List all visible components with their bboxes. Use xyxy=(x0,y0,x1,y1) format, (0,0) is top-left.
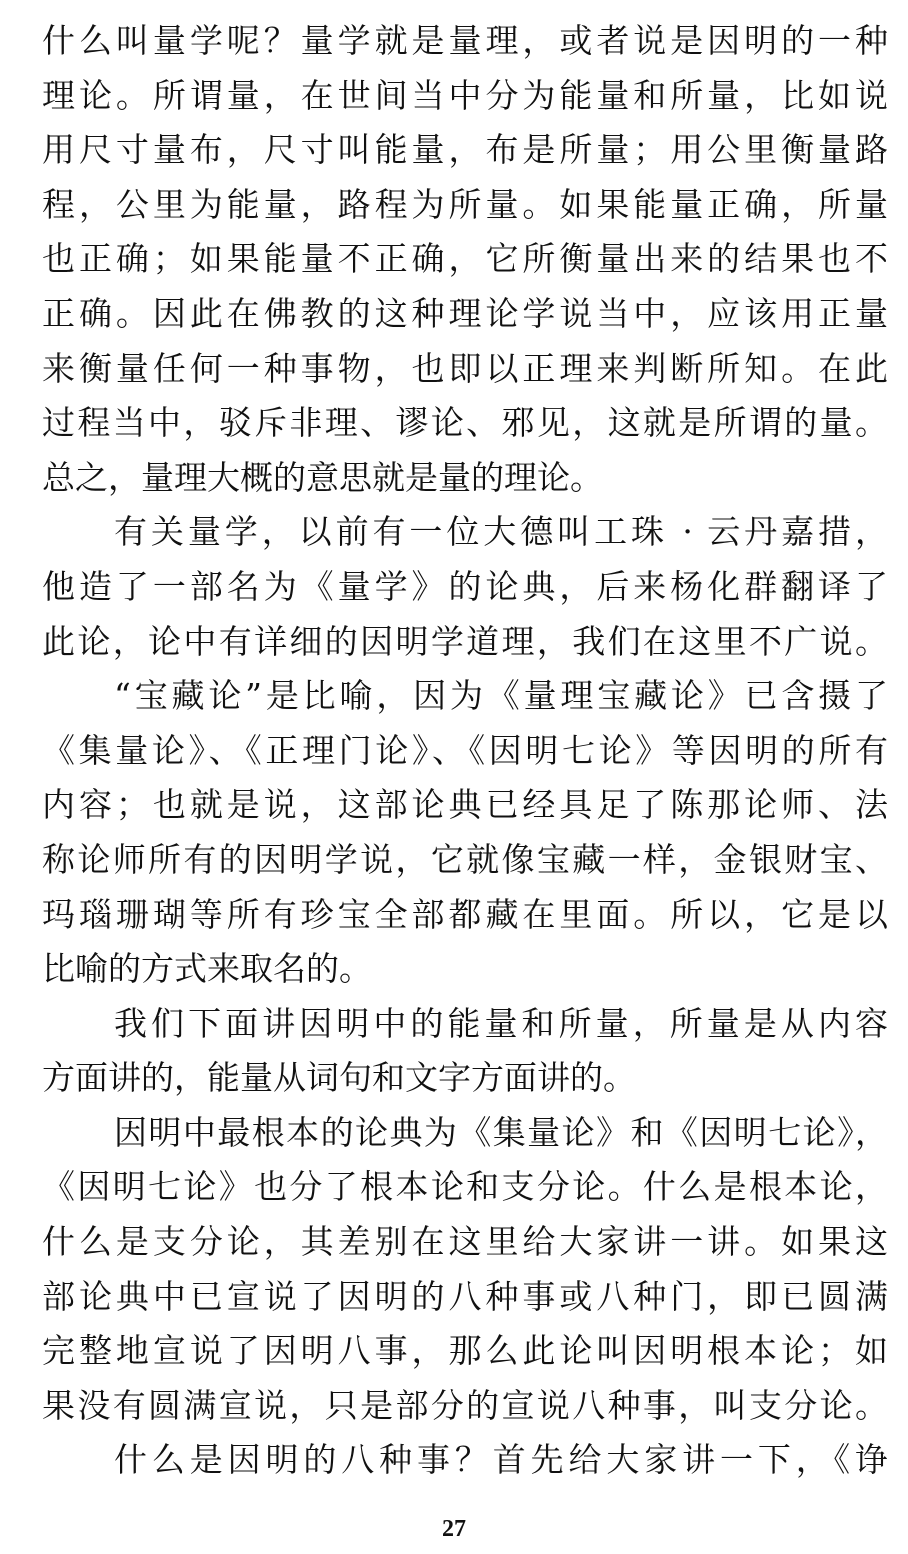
text-line: “宝藏论”是比喻，因为《量理宝藏论》已含摄了 xyxy=(114,676,888,716)
text-line: 来衡量任何一种事物，也即以正理来判断所知。在此 xyxy=(42,348,888,388)
text-line: 什么叫量学呢？量学就是量理，或者说是因明的一种 xyxy=(42,21,888,60)
text-line: 有关量学，以前有一位大德叫工珠 · 云丹嘉措， xyxy=(114,512,888,552)
text-line: 称论师所有的因明学说，它就像宝藏一样，金银财宝、 xyxy=(42,839,888,879)
text-line: 总之，量理大概的意思就是量的理论。 xyxy=(42,457,603,497)
text-line: 用尺寸量布，尺寸叫能量，布是所量；用公里衡量路 xyxy=(42,130,888,170)
text-line: 比喻的方式来取名的。 xyxy=(42,949,372,989)
text-line: 程，公里为能量，路程为所量。如果能量正确，所量 xyxy=(42,184,888,224)
text-line: 什么是支分论，其差别在这里给大家讲一讲。如果这 xyxy=(42,1222,888,1262)
body-text xyxy=(42,14,888,1488)
text-line: 也正确；如果能量不正确，它所衡量出来的结果也不 xyxy=(42,239,888,279)
text-line: 部论典中已宣说了因明的八种事或八种门，即已圆满 xyxy=(42,1276,888,1316)
text-line: 正确。因此在佛教的这种理论学说当中，应该用正量 xyxy=(42,293,888,333)
text-line: 过程当中，驳斥非理、谬论、邪见，这就是所谓的量。 xyxy=(42,403,888,443)
page-number: 27 xyxy=(442,1516,466,1542)
text-line: 他造了一部名为《量学》的论典，后来杨化群翻译了 xyxy=(42,566,888,606)
text-line: 内容；也就是说，这部论典已经具足了陈那论师、法 xyxy=(42,785,888,825)
text-line: 完整地宣说了因明八事，那么此论叫因明根本论；如 xyxy=(42,1331,888,1371)
text-line: 《集量论》、《正理门论》、《因明七论》等因明的所有 xyxy=(42,730,888,770)
text-line: 方面讲的，能量从词句和文字方面讲的。 xyxy=(42,1058,636,1098)
text-line: 此论，论中有详细的因明学道理，我们在这里不广说。 xyxy=(42,621,888,661)
text-line: 玛瑙珊瑚等所有珍宝全部都藏在里面。所以，它是以 xyxy=(42,894,888,934)
text-line: 因明中最根本的论典为《集量论》和《因明七论》， xyxy=(114,1112,888,1152)
text-line: 果没有圆满宣说，只是部分的宣说八种事，叫支分论。 xyxy=(42,1385,888,1425)
text-line: 我们下面讲因明中的能量和所量，所量是从内容 xyxy=(114,1003,888,1043)
text-line: 理论。所谓量，在世间当中分为能量和所量，比如说 xyxy=(42,75,888,115)
text-line: 《因明七论》也分了根本论和支分论。什么是根本论， xyxy=(42,1167,888,1207)
text-line: 什么是因明的八种事？首先给大家讲一下，《诤 xyxy=(114,1440,888,1480)
